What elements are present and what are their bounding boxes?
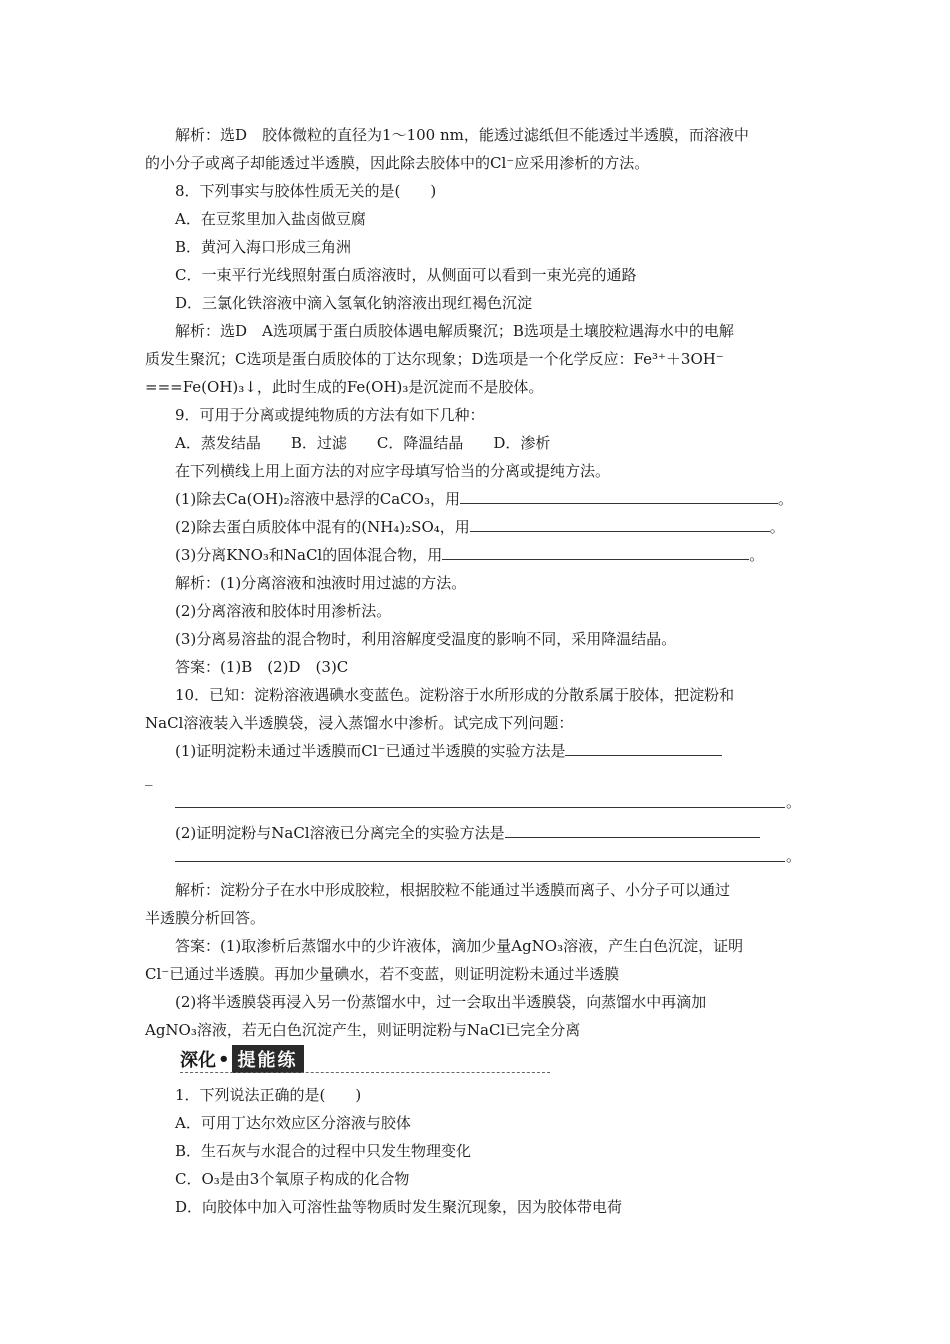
q8-explanation-line2: 质发生聚沉；C选项是蛋白质胶体的丁达尔现象；D选项是一个化学反应：Fe³⁺＋3OH⁻ — [145, 350, 724, 368]
s1-option-c: C．O₃是由3个氧原子构成的化合物 — [175, 1170, 410, 1188]
q8-explanation-line3: ===Fe(OH)₃↓，此时生成的Fe(OH)₃是沉淀而不是胶体。 — [145, 378, 544, 396]
section-divider — [180, 1072, 550, 1073]
q10-part2-blank-line2[interactable] — [175, 860, 785, 862]
q10-answer-line2: Cl⁻已通过半透膜。再加少量碘水，若不变蓝，则证明淀粉未通过半透膜 — [145, 965, 620, 983]
q8-explanation-line1: 解析：选D A选项属于蛋白质胶体遇电解质聚沉；B选项是土壤胶粒遇海水中的电解 — [175, 322, 734, 340]
q9-part3 — [175, 545, 764, 565]
q9-stem: 9．可用于分离或提纯物质的方法有如下几种： — [175, 406, 485, 424]
q10-part1-blank[interactable] — [565, 741, 722, 756]
q9-part2 — [175, 517, 785, 537]
q10-part2-blank[interactable] — [505, 823, 760, 838]
section-header-badge: 提能练 — [232, 1045, 304, 1073]
q9-explanation-line3: (3)分离易溶盐的混合物时，利用溶解度受温度的影响不同，采用降温结晶。 — [175, 630, 677, 648]
q9-part1 — [175, 489, 793, 509]
q9-instruction: 在下列横线上用上面方法的对应字母填写恰当的分离或提纯方法。 — [175, 462, 611, 480]
q10-part1-end: 。 — [786, 793, 802, 811]
q10-part1-wrap: _ — [145, 768, 153, 786]
q9-options: A．蒸发结晶 B．过滤 C．降温结晶 D．渗析 — [175, 434, 551, 452]
q8-stem: 8．下列事实与胶体性质无关的是( ) — [175, 182, 437, 200]
q9-explanation-line1: 解析：(1)分离溶液和浊液时用过滤的方法。 — [175, 574, 467, 592]
q10-part2-text: (2)证明淀粉与NaCl溶液已分离完全的实验方法是 — [175, 824, 505, 842]
q7-explanation-line2: 的小分子或离子却能透过半透膜，因此除去胶体中的Cl⁻应采用渗析的方法。 — [145, 154, 650, 172]
q10-explanation-line1: 解析：淀粉分子在水中形成胶粒，根据胶粒不能通过半透膜而离子、小分子可以通过 — [175, 881, 731, 899]
section-header-dot: • — [218, 1048, 230, 1070]
section-header-left: 深化 — [180, 1050, 216, 1071]
q8-option-b: B．黄河入海口形成三角洲 — [175, 238, 352, 256]
q10-part1-text: (1)证明淀粉未通过半透膜而Cl⁻已通过半透膜的实验方法是 — [175, 742, 566, 760]
q9-explanation-line2: (2)分离溶液和胶体时用渗析法。 — [175, 602, 392, 620]
q9-part1-text: (1)除去Ca(OH)₂溶液中悬浮的CaCO₃，用 — [175, 490, 460, 508]
q8-option-a: A．在豆浆里加入盐卤做豆腐 — [175, 210, 366, 228]
q10-part2-end: 。 — [786, 847, 802, 865]
q10-part2 — [175, 823, 760, 843]
q10-explanation-line2: 半透膜分析回答。 — [145, 909, 266, 927]
q10-stem-line1: 10．已知：淀粉溶液遇碘水变蓝色。淀粉溶于水所形成的分散系属于胶体，把淀粉和 — [175, 686, 735, 704]
q10-part1-blank-line2[interactable] — [175, 806, 785, 808]
q10-part1 — [175, 741, 722, 761]
q8-option-d: D．三氯化铁溶液中滴入氢氧化钠溶液出现红褐色沉淀 — [175, 294, 533, 312]
q9-part2-text: (2)除去蛋白质胶体中混有的(NH₄)₂SO₄，用 — [175, 518, 470, 536]
q9-part2-end: 。 — [769, 518, 785, 536]
s1-option-b: B．生石灰与水混合的过程中只发生物理变化 — [175, 1142, 472, 1160]
s1-option-d: D．向胶体中加入可溶性盐等物质时发生聚沉现象，因为胶体带电荷 — [175, 1198, 623, 1216]
section-header — [180, 1045, 304, 1073]
q10-answer-line3: (2)将半透膜袋再浸入另一份蒸馏水中，过一会取出半透膜袋，向蒸馏水中再滴加 — [175, 993, 707, 1011]
q9-part1-blank[interactable] — [460, 489, 778, 504]
q9-part3-blank[interactable] — [442, 545, 749, 560]
s1-stem: 1．下列说法正确的是( ) — [175, 1086, 362, 1104]
q9-part3-end: 。 — [749, 546, 765, 564]
q10-answer-line1: 答案：(1)取渗析后蒸馏水中的少许液体，滴加少量AgNO₃溶液，产生白色沉淀，证明 — [175, 937, 744, 955]
q9-answer: 答案：(1)B (2)D (3)C — [175, 658, 349, 676]
s1-option-a: A．可用丁达尔效应区分溶液与胶体 — [175, 1114, 411, 1132]
q10-stem-line2: NaCl溶液装入半透膜袋，浸入蒸馏水中渗析。试完成下列问题： — [145, 714, 574, 732]
q9-part1-end: 。 — [777, 490, 793, 508]
q8-option-c: C．一束平行光线照射蛋白质溶液时，从侧面可以看到一束光亮的通路 — [175, 266, 637, 284]
q9-part3-text: (3)分离KNO₃和NaCl的固体混合物，用 — [175, 546, 443, 564]
q7-explanation-line1: 解析：选D 胶体微粒的直径为1～100 nm，能透过滤纸但不能透过半透膜，而溶液中 — [175, 126, 749, 144]
q10-answer-line4: AgNO₃溶液，若无白色沉淀产生，则证明淀粉与NaCl已完全分离 — [145, 1021, 581, 1039]
q9-part2-blank[interactable] — [470, 517, 770, 532]
